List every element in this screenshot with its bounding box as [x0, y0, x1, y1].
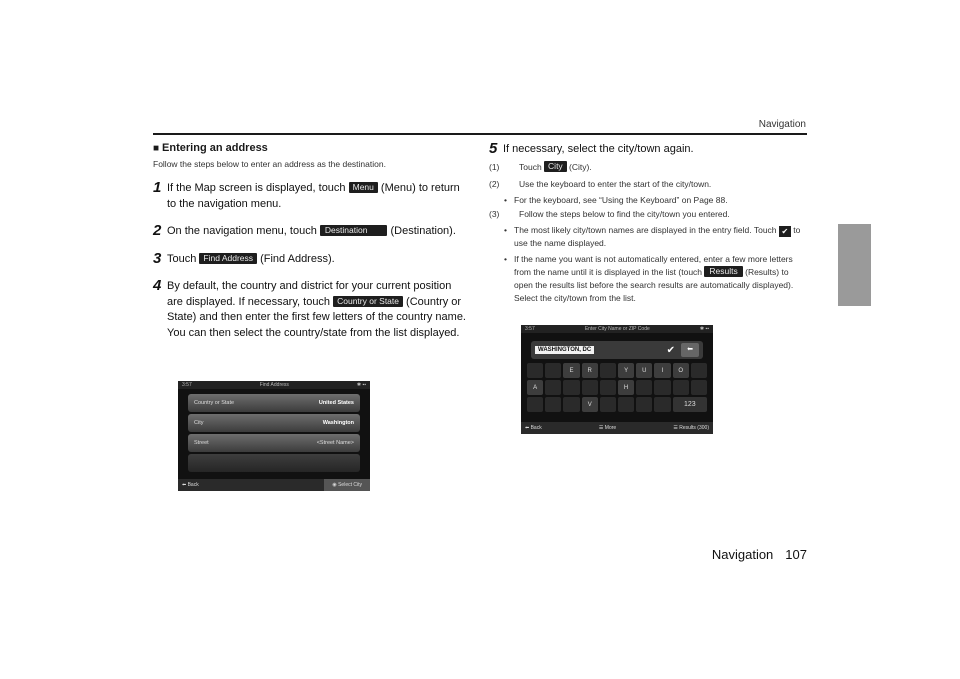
checkmark-icon: ✔	[779, 226, 791, 237]
menu-button-chip: Menu	[349, 182, 378, 193]
key	[563, 397, 579, 412]
key	[527, 363, 543, 378]
street-row: Street <Street Name>	[188, 434, 360, 452]
list-icon: ☰	[598, 425, 605, 431]
substep-3: (3) Follow the steps below to find the city/town you entered.	[489, 208, 730, 219]
key	[545, 380, 561, 395]
chapter-tab	[838, 224, 871, 306]
step-3: 3 Touch Find Address (Find Address).	[153, 249, 335, 267]
status-icons: ✱ ▪▪	[699, 326, 709, 332]
select-city-button-image: ◉ Select City	[324, 479, 370, 491]
section-title: ■ Entering an address	[153, 142, 268, 154]
city-entry-screenshot	[521, 325, 713, 434]
footer-section-label: Navigation	[711, 547, 774, 562]
header-section-label: Navigation	[758, 119, 806, 130]
key-u: U	[636, 363, 652, 378]
key	[654, 380, 670, 395]
results-button-image: ☰ Results (300)	[673, 425, 709, 431]
key	[636, 380, 652, 395]
clock: 3:57	[182, 382, 192, 388]
bullet-more-letters: • If the name you want is not automatically entered, enter a few more letters from the name until it is displayed in the list (touch Results (Results) to open the results list before the search results are automatically displayed). Select the city/town from the list.	[504, 253, 794, 303]
key-h: H	[618, 380, 634, 395]
key	[600, 380, 616, 395]
page-footer	[712, 547, 807, 562]
header-rule	[153, 133, 807, 135]
key	[545, 397, 561, 412]
key	[600, 397, 616, 412]
square-bullet-icon: ■	[153, 142, 160, 154]
key	[673, 380, 689, 395]
key	[527, 397, 543, 412]
country-row: Country or State United States	[188, 394, 360, 412]
keyboard	[527, 363, 707, 412]
key	[563, 380, 579, 395]
key-123: 123	[673, 397, 707, 412]
step-2: 2 On the navigation menu, touch Destination (Destination).	[153, 222, 456, 239]
key	[691, 380, 707, 395]
clock: 3:57	[525, 326, 535, 332]
screen-title: Find Address	[259, 382, 289, 388]
key	[618, 397, 634, 412]
backspace-icon: ⬅	[681, 343, 699, 357]
city-button-chip: City	[544, 161, 567, 172]
substep-1: (1) Touch City (City).	[489, 160, 592, 172]
back-arrow-icon: ⬅	[525, 425, 531, 431]
back-button-image: ⬅ Back	[182, 482, 199, 488]
checkmark-icon: ✔	[666, 344, 675, 356]
destination-button-chip: Destination	[320, 225, 388, 236]
status-icons: ✱ ▪▪	[356, 382, 366, 388]
key-i: I	[654, 363, 670, 378]
country-state-button-chip: Country or State	[333, 296, 403, 307]
back-button-image: ⬅ Back	[525, 425, 542, 431]
left-column	[153, 142, 468, 341]
results-button-chip: Results	[704, 266, 742, 277]
key-r: R	[582, 363, 598, 378]
key	[654, 397, 670, 412]
step-1: 1 If the Map screen is displayed, touch Menu (Menu) to return to the navigation menu.	[153, 179, 460, 210]
key	[545, 363, 561, 378]
key-e: E	[563, 363, 579, 378]
section-subtitle: Follow the steps below to enter an address as the destination.	[153, 159, 386, 169]
find-address-button-chip: Find Address	[199, 253, 257, 264]
key	[691, 363, 707, 378]
bullet-likely-names: • The most likely city/town names are displayed in the entry field. Touch ✔ to use the name displayed.	[504, 224, 801, 248]
key-o: O	[673, 363, 689, 378]
key	[582, 380, 598, 395]
step-4: 4 By default, the country and district for your current position are displayed. If necessary, touch Country or State (Country or State) and then enter the first few letters of the country name. You can then select the country/state from the list displayed.	[153, 277, 466, 339]
key-a: A	[527, 380, 543, 395]
screen-title: Enter City Name or ZIP Code	[584, 326, 650, 332]
substep-2: (2) Use the keyboard to enter the start of the city/town.	[489, 178, 712, 189]
find-address-screenshot	[178, 381, 370, 491]
bullet-keyboard-ref: • For the keyboard, see “Using the Keyboard” on Page 88.	[504, 194, 728, 205]
right-column	[489, 142, 809, 305]
target-icon: ◉	[332, 482, 339, 488]
key-v: V	[582, 397, 598, 412]
page-number: 107	[785, 547, 807, 562]
key-y: Y	[618, 363, 634, 378]
city-entry-field: WASHINGTON, DC ✔ ⬅	[531, 341, 703, 359]
city-row: City Washington	[188, 414, 360, 432]
key	[636, 397, 652, 412]
more-button-image: ☰ More	[598, 425, 617, 431]
empty-row	[188, 454, 360, 472]
back-arrow-icon: ⬅	[182, 482, 188, 488]
list-icon: ☰	[673, 425, 680, 431]
step-5: 5 If necessary, select the city/town again.	[489, 140, 694, 157]
key	[600, 363, 616, 378]
